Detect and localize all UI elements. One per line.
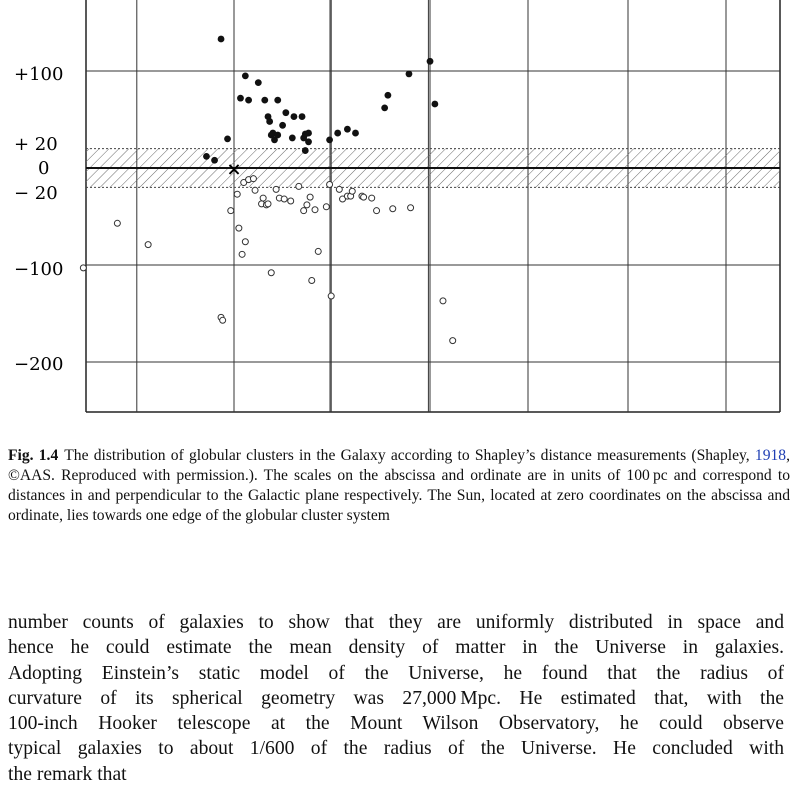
cluster-point-open	[273, 186, 279, 192]
cluster-point-open	[336, 186, 342, 192]
cluster-point-filled	[385, 92, 392, 99]
cluster-point-filled	[279, 122, 286, 129]
cluster-point-open	[315, 248, 321, 254]
cluster-point-open	[349, 188, 355, 194]
cluster-point-open	[374, 208, 380, 214]
cluster-point-open	[361, 194, 367, 200]
cluster-point-open	[301, 208, 307, 214]
cluster-point-open	[327, 181, 333, 187]
cluster-point-filled	[261, 97, 268, 104]
cluster-point-filled	[282, 109, 289, 116]
cluster-point-open	[80, 265, 86, 271]
cluster-point-filled	[302, 147, 309, 154]
galactic-plane-band	[86, 149, 780, 188]
body-line: hence he could estimate the mean density of matter in the Universe in galaxies.	[8, 637, 784, 659]
cluster-point-filled	[211, 157, 218, 164]
y-tick-label: + 20	[14, 134, 58, 155]
cluster-point-open	[309, 278, 315, 284]
cluster-point-filled	[344, 126, 351, 133]
cluster-point-open	[252, 187, 258, 193]
cluster-point-filled	[237, 95, 244, 102]
cluster-point-filled	[242, 72, 249, 79]
cluster-point-filled	[334, 130, 341, 137]
cluster-point-open	[450, 338, 456, 344]
cluster-point-filled	[218, 36, 225, 43]
cluster-point-filled	[274, 97, 281, 104]
cluster-point-filled	[326, 136, 333, 143]
cluster-point-filled	[266, 118, 273, 125]
cluster-point-open	[236, 225, 242, 231]
figure-label: Fig. 1.4	[8, 447, 59, 464]
body-line: number counts of galaxies to show that they are uniformly distributed in space and	[8, 612, 784, 633]
cluster-point-filled	[305, 138, 312, 145]
figure-caption	[8, 446, 790, 526]
cluster-point-open	[220, 317, 226, 323]
cluster-point-open	[408, 205, 414, 211]
cluster-point-open	[296, 183, 302, 189]
cluster-point-filled	[431, 101, 438, 108]
cluster-point-filled	[291, 113, 298, 120]
cluster-point-open	[369, 195, 375, 201]
cluster-point-open	[307, 194, 313, 200]
cluster-point-open	[265, 201, 271, 207]
body-line: typical galaxies to about 1/600 of the radius of the Universe. He concluded with	[8, 738, 784, 760]
caption-text: , ©AAS. Reproduced with permission.). The scales on the abscissa and ordinate are in units of 100 pc and correspond to distances in and perpendicular to the Galactic plane respectively. The Sun, located at zero coordinates on the abscissa and ordinate, lies towards one edge of the globular cluster system	[8, 447, 790, 524]
cluster-point-open	[390, 206, 396, 212]
cluster-point-open	[145, 242, 151, 248]
cluster-point-open	[260, 195, 266, 201]
cluster-point-filled	[245, 97, 252, 104]
body-line: curvature of its spherical geometry was 27,000 Mpc. He estimated that, with the	[8, 687, 784, 709]
cluster-point-open	[281, 196, 287, 202]
cluster-point-open	[268, 270, 274, 276]
cluster-point-filled	[203, 153, 210, 160]
cluster-point-filled	[352, 130, 359, 137]
y-tick-label: 0	[38, 158, 50, 179]
y-tick-label: +100	[14, 64, 64, 85]
cluster-point-open	[114, 220, 120, 226]
cluster-point-open	[312, 207, 318, 213]
cluster-point-open	[239, 251, 245, 257]
y-tick-label: −200	[14, 354, 64, 375]
body-paragraph	[8, 610, 784, 787]
cluster-point-open	[440, 298, 446, 304]
cluster-point-filled	[299, 113, 306, 120]
y-axis-ticks	[14, 64, 63, 375]
y-tick-label: −100	[14, 259, 64, 280]
cluster-point-filled	[381, 104, 388, 111]
cluster-point-open	[234, 191, 240, 197]
cluster-point-open	[228, 208, 234, 214]
cluster-point-open	[328, 293, 334, 299]
cluster-point-filled	[274, 132, 281, 139]
body-line: 100-inch Hooker telescope at the Mount Wilson Observatory, he could observe	[8, 713, 784, 735]
cluster-point-filled	[406, 71, 413, 78]
cluster-point-filled	[255, 79, 262, 86]
caption-text: The distribution of globular clusters in the Galaxy according to Shapley’s distance measurements (Shapley,	[64, 447, 755, 464]
cluster-point-filled	[289, 135, 296, 142]
y-tick-label: − 20	[14, 183, 58, 204]
cluster-point-open	[242, 239, 248, 245]
body-line: Adopting Einstein’s static model of the Universe, he found that the radius of	[8, 662, 784, 684]
citation-link[interactable]: 1918	[754, 447, 787, 464]
cluster-point-filled	[427, 58, 434, 65]
cluster-point-filled	[224, 136, 231, 143]
cluster-point-open	[304, 202, 310, 208]
cluster-point-open	[323, 204, 329, 210]
cluster-point-open	[250, 176, 256, 182]
sun-marker: ×	[226, 159, 242, 180]
cluster-point-filled	[302, 131, 309, 138]
body-line: the remark that	[8, 763, 127, 785]
cluster-point-open	[288, 198, 294, 204]
